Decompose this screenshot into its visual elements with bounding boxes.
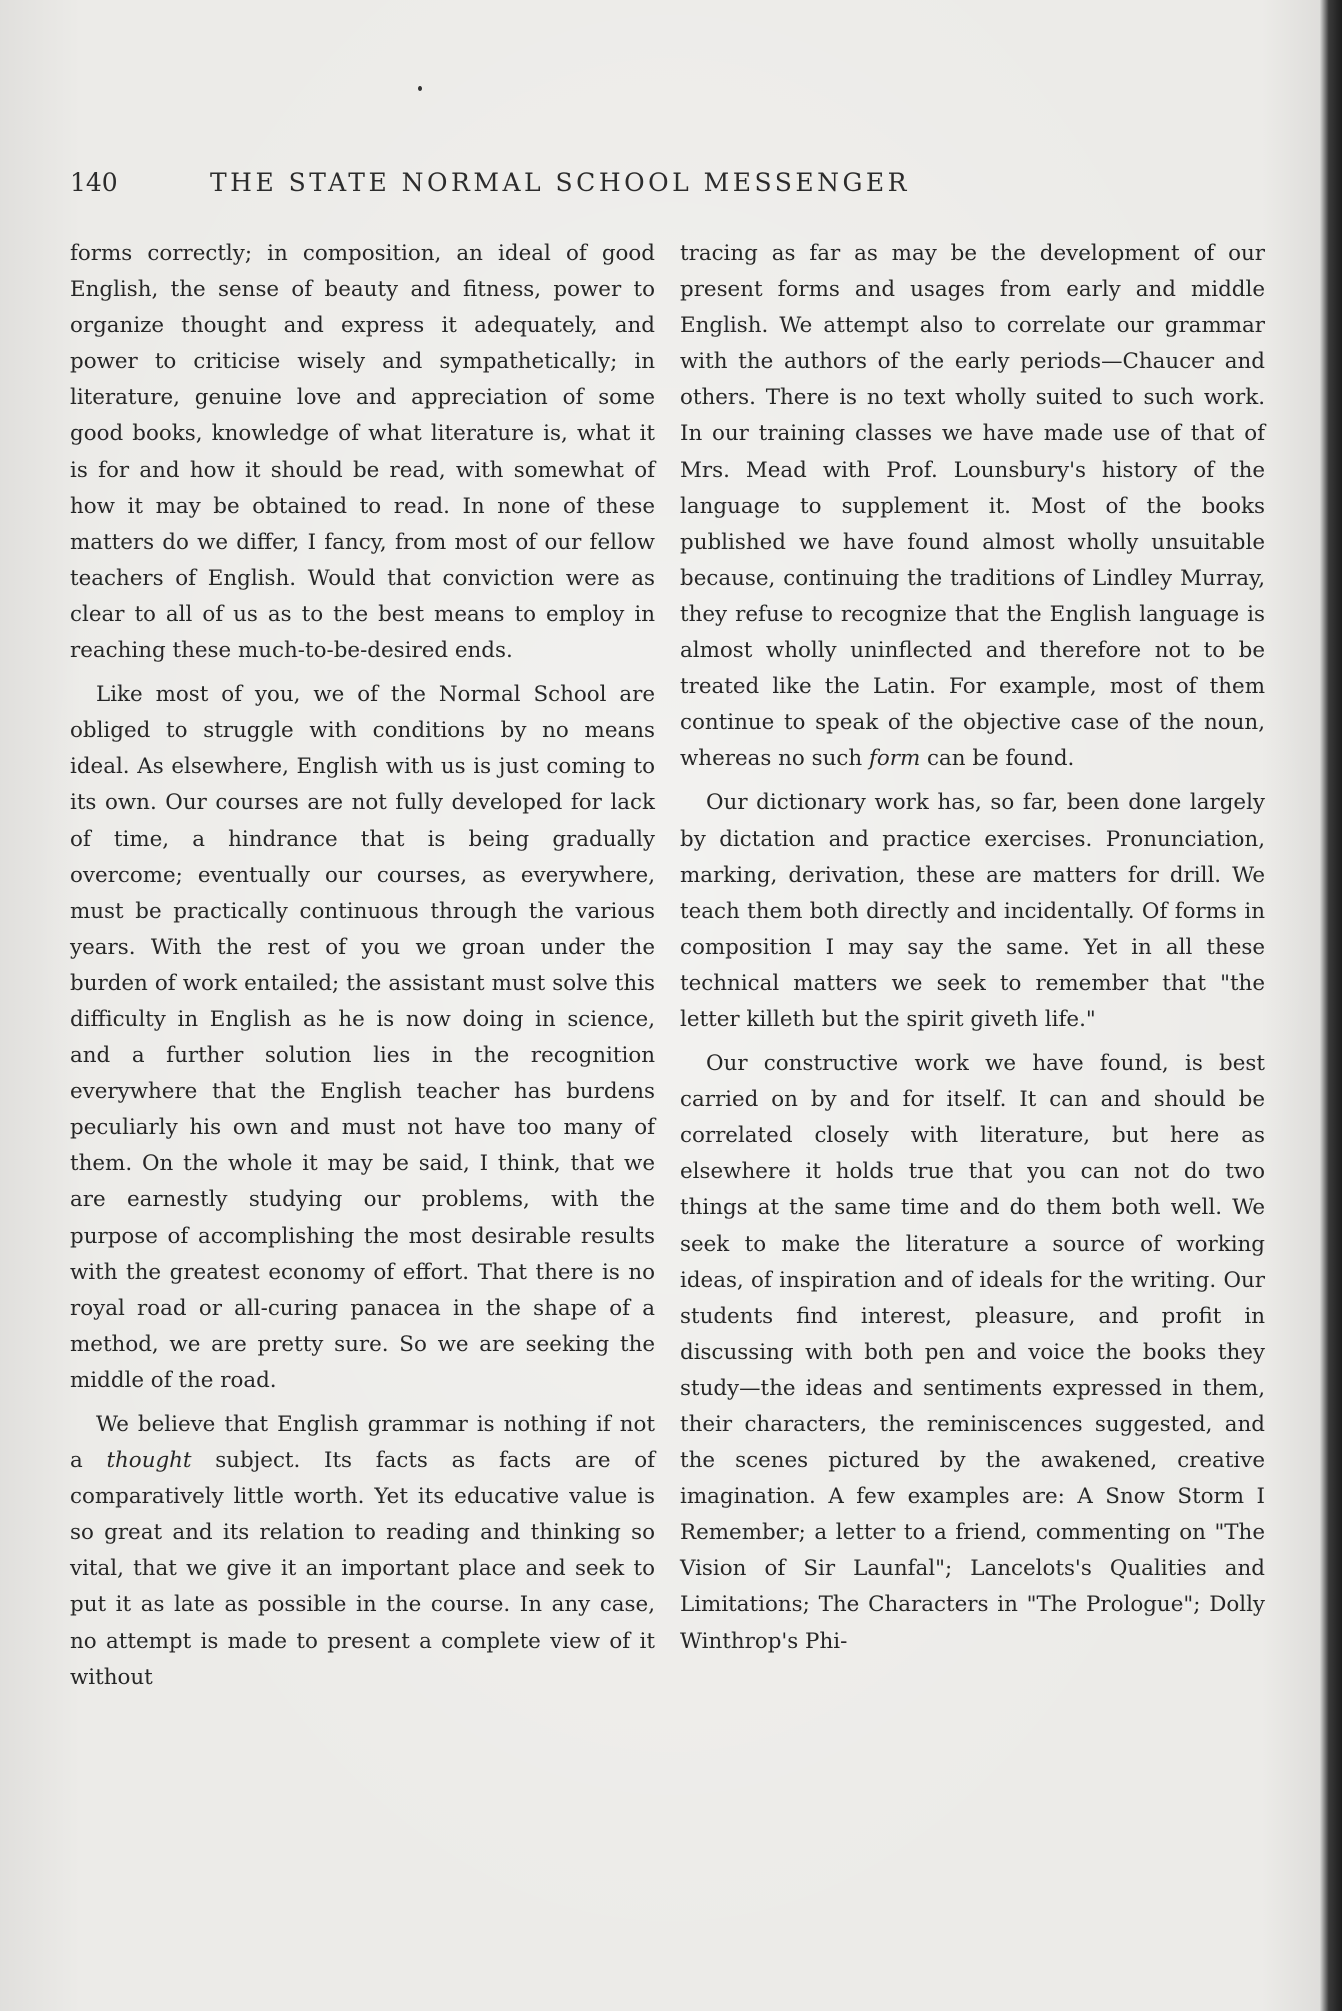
page-number: 140 xyxy=(70,168,118,197)
page-edge-shadow xyxy=(1320,0,1342,2011)
page-header xyxy=(70,168,1250,208)
right-column xyxy=(680,236,1265,1660)
emphasized-word: thought xyxy=(106,1448,192,1474)
paragraph: Like most of you, we of the Normal School are obliged to struggle with conditions by no means ideal. As elsewhere, English with us is just coming to its own. Our courses are not fully developed for lack of time, a hindrance that is being gradually overcome; eventually our courses, as everywhere, must be practically continuous through the various years. With the rest of you we groan under the burden of work entailed; the assistant must solve this difficulty in English as he is now doing in science, and a further solution lies in the recognition everywhere that the English teacher has burdens peculiarly his own and must not have too many of them. On the whole it may be said, I think, that we are earnestly studying our problems, with the purpose of accomplishing the most desirable results with the greatest economy of effort. That there is no royal road or all-curing panacea in the shape of a method, we are pretty sure. So we are seeking the middle of the road. xyxy=(70,682,655,1393)
left-column xyxy=(70,236,655,1696)
paragraph: forms correctly; in composition, an ideal of good English, the sense of beauty and fitness, power to organize thought and express it adequately, and power to criticise wisely and sympathetically; in literature, genuine love and appreciation of some good books, knowledge of what literature is, what it is for and how it should be read, with somewhat of how it may be obtained to read. In none of these matters do we differ, I fancy, from most of our fellow teachers of English. Would that conviction were as clear to all of us as to the best means to employ in reaching these much-to-be-desired ends. xyxy=(70,241,655,664)
paragraph: tracing as far as may be the development of our present forms and usages from early and middle English. We attempt also to correlate our grammar with the authors of the early periods—Chaucer and others. There is no text wholly suited to such work. In our training classes we have made use of that of Mrs. Mead with Prof. Lounsbury's history of the language to supplement it. Most of the books published we have found almost wholly unsuitable because, continuing the traditions of Lindley Murray, they refuse to recognize that the English language is almost wholly uninflected and therefore not to be treated like the Latin. For example, most of them continue to speak of the objective case of the noun, whereas no such form can be found. xyxy=(680,241,1265,772)
paragraph: Our constructive work we have found, is best carried on by and for itself. It can and should be correlated closely with literature, but here as elsewhere it holds true that you can not do two things at the same time and do them both well. We seek to make the literature a source of working ideas, of inspiration and of ideals for the writing. Our students find interest, pleasure, and profit in discussing with both pen and voice the books they study—the ideas and sentiments expressed in them, their characters, the reminiscences suggested, and the scenes pictured by the awakened, creative imagination. A few examples are: A Snow Storm I Remember; a letter to a friend, commenting on "The Vision of Sir Launfal"; Lancelots's Qualities and Limitations; The Characters in "The Prologue"; Dolly Winthrop's Phi- xyxy=(680,1051,1265,1654)
paragraph: We believe that English grammar is nothing if not a thought subject. Its facts as facts are of comparatively little worth. Yet its educative value is so great and its relation to reading and thinking so vital, that we give it an important place and seek to put it as late as possible in the course. In any case, no attempt is made to present a complete view of it without xyxy=(70,1412,655,1690)
emphasized-word: form xyxy=(868,746,921,772)
paragraph: Our dictionary work has, so far, been done largely by dictation and practice exercises. Pronunciation, marking, derivation, these are matters for drill. We teach them both directly and incidentally. Of forms in composition I may say the same. Yet in all these technical matters we seek to remember that "the letter killeth but the spirit giveth life." xyxy=(680,790,1265,1032)
ink-speck xyxy=(418,86,422,91)
running-title: THE STATE NORMAL SCHOOL MESSENGER xyxy=(210,168,910,197)
